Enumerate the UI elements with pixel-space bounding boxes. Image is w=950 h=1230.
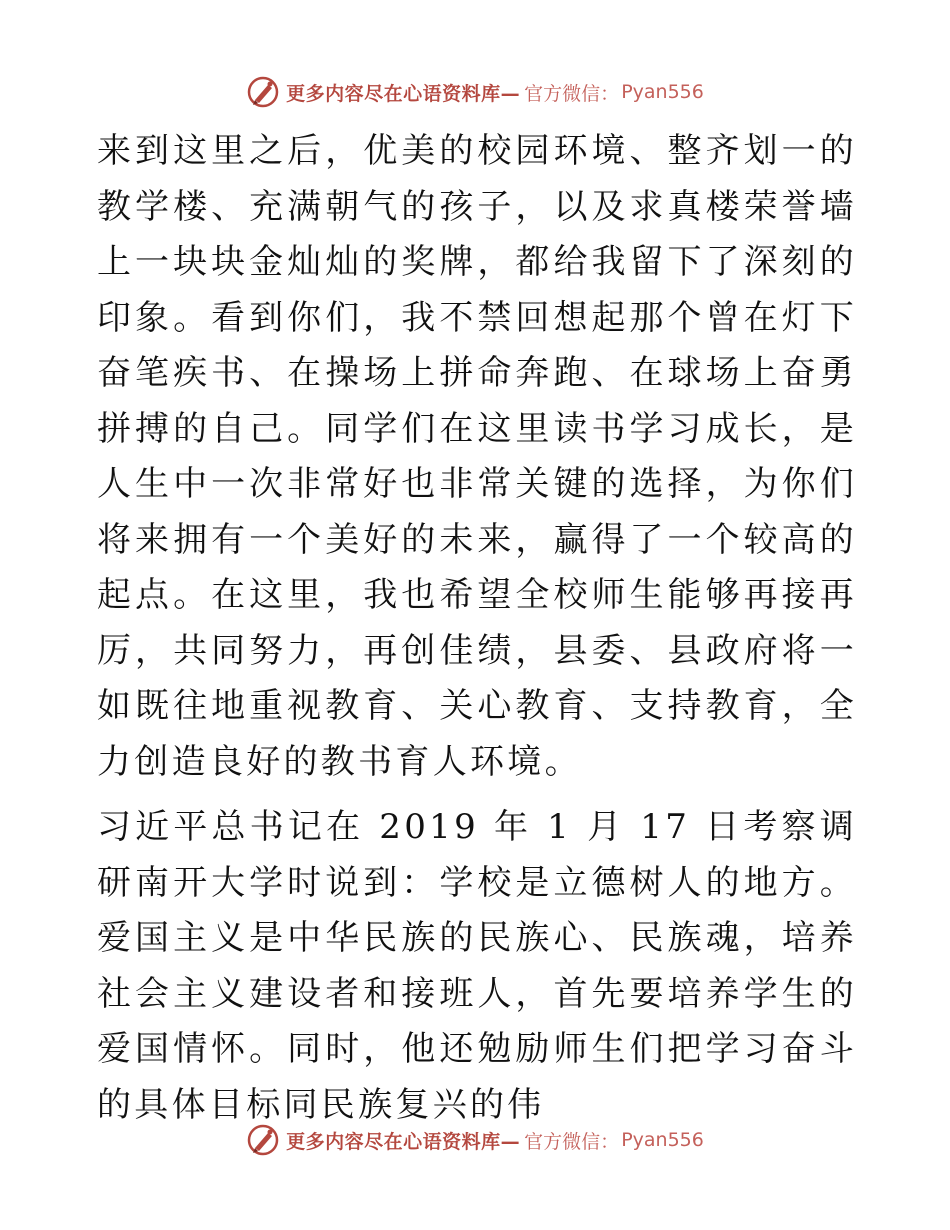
banner-wechat-label: 官方微信：: [524, 1130, 620, 1153]
pen-logo-icon: [246, 1123, 280, 1157]
document-body: [97, 124, 857, 1133]
banner-text: 更多内容尽在心语资料库—: [286, 82, 521, 105]
paragraph-1: 来到这里之后，优美的校园环境、整齐划一的教学楼、充满朝气的孩子，以及求真楼荣誉墙上一块块金灿灿的奖牌，都给我留下了深刻的印象。看到你们，我不禁回想起那个曾在灯下奋笔疾书、在操场上拼命奔跑、在球场上奋勇拼搏的自己。同学们在这里读书学习成长，是人生中一次非常好也非常关键的选择，为你们将来拥有一个美好的未来，赢得了一个较高的起点。在这里，我也希望全校师生能够再接再厉，共同努力，再创佳绩，县委、县政府将一如既往地重视教育、关心教育、支持教育，全力创造良好的教书育人环境。: [97, 131, 857, 782]
paragraph-2: 习近平总书记在 2019 年 1 月 17 日考察调研南开大学时说到：学校是立德树人的地方。爱国主义是中华民族的民族心、民族魂，培养社会主义建设者和接班人，首先要培养学生的爱国情怀。同时，他还勉励师生们把学习奋斗的具体目标同民族复兴的伟: [97, 807, 857, 1125]
banner-wechat-label: 官方微信：: [524, 82, 620, 105]
header-banner: [0, 72, 950, 112]
footer-banner: [0, 1120, 950, 1160]
pen-logo-icon: [246, 75, 280, 109]
banner-wechat-id: Pyan556: [621, 81, 704, 103]
banner-text: 更多内容尽在心语资料库—: [286, 1130, 521, 1153]
banner-wechat-id: Pyan556: [621, 1129, 704, 1151]
